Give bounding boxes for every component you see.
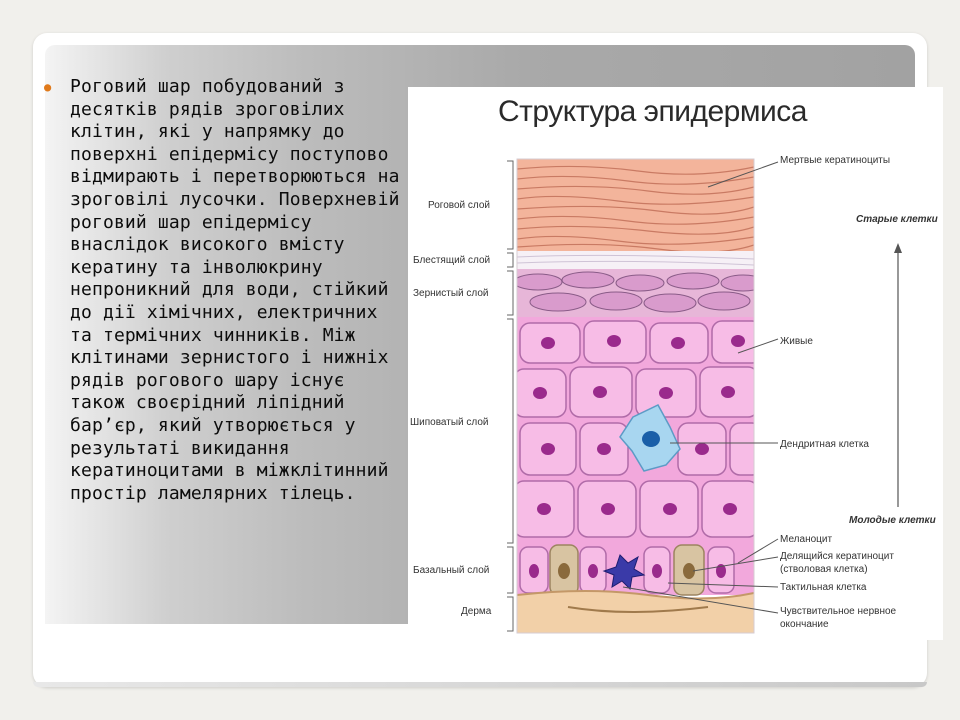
label-lucid-layer: Блестящий слой xyxy=(413,255,491,266)
label-spinous-layer: Шиповатый слой xyxy=(410,417,489,428)
epidermis-cross-section xyxy=(514,159,765,633)
paragraph: Роговий шар побудований з десятків рядів зроговілих клітин, які у напрямку до поверхні епідермісу поступово відмирають і перетворюються на зроговілі лусочки. Поверхневій роговий шар епідермісу внаслідок високого вмісту кератину та інволюкрину непроникний для води, стійкий до дії хімічних, електричних та термічних чинників. Між клітинами зернистого і нижніх рядів рогового шару існує також своєрідний ліпідний бар’єр, який утворюється у результаті викидання кератиноцитами в міжклітинний простір ламелярних тілець. xyxy=(70,76,400,504)
callout-melanocyte: Меланоцит xyxy=(780,534,833,545)
slide-bottom-edge xyxy=(33,682,927,687)
age-arrow xyxy=(894,243,902,507)
figure-title: Структура эпидермиса xyxy=(498,95,807,128)
callout-living-cells: Живые xyxy=(780,336,813,347)
callout-dendritic-cell: Дендритная клетка xyxy=(780,439,869,450)
callout-tactile-cell: Тактильная клетка xyxy=(780,582,867,593)
label-young-cells: Молодые клетки xyxy=(849,515,936,526)
callout-nerve-ending-2: окончание xyxy=(780,619,829,630)
callout-dead-keratinocytes: Мертвые кератиноциты xyxy=(780,155,891,166)
epidermis-figure xyxy=(408,87,943,640)
label-horny-layer: Роговой слой xyxy=(428,200,491,211)
label-basal-layer: Базальный слой xyxy=(413,565,490,576)
label-granular-layer: Зернистый слой xyxy=(413,288,489,299)
epidermis-illustration xyxy=(408,87,943,640)
label-old-cells: Старые клетки xyxy=(856,214,938,225)
callout-stem-cell: (стволовая клетка) xyxy=(780,564,868,575)
callout-nerve-ending: Чувствительное нервное xyxy=(780,606,897,617)
label-dermis: Дерма xyxy=(461,606,492,617)
bullet-icon: ● xyxy=(44,80,52,94)
callout-dividing-keratinocyte: Делящийся кератиноцит xyxy=(780,551,894,562)
slide-text xyxy=(44,76,402,505)
